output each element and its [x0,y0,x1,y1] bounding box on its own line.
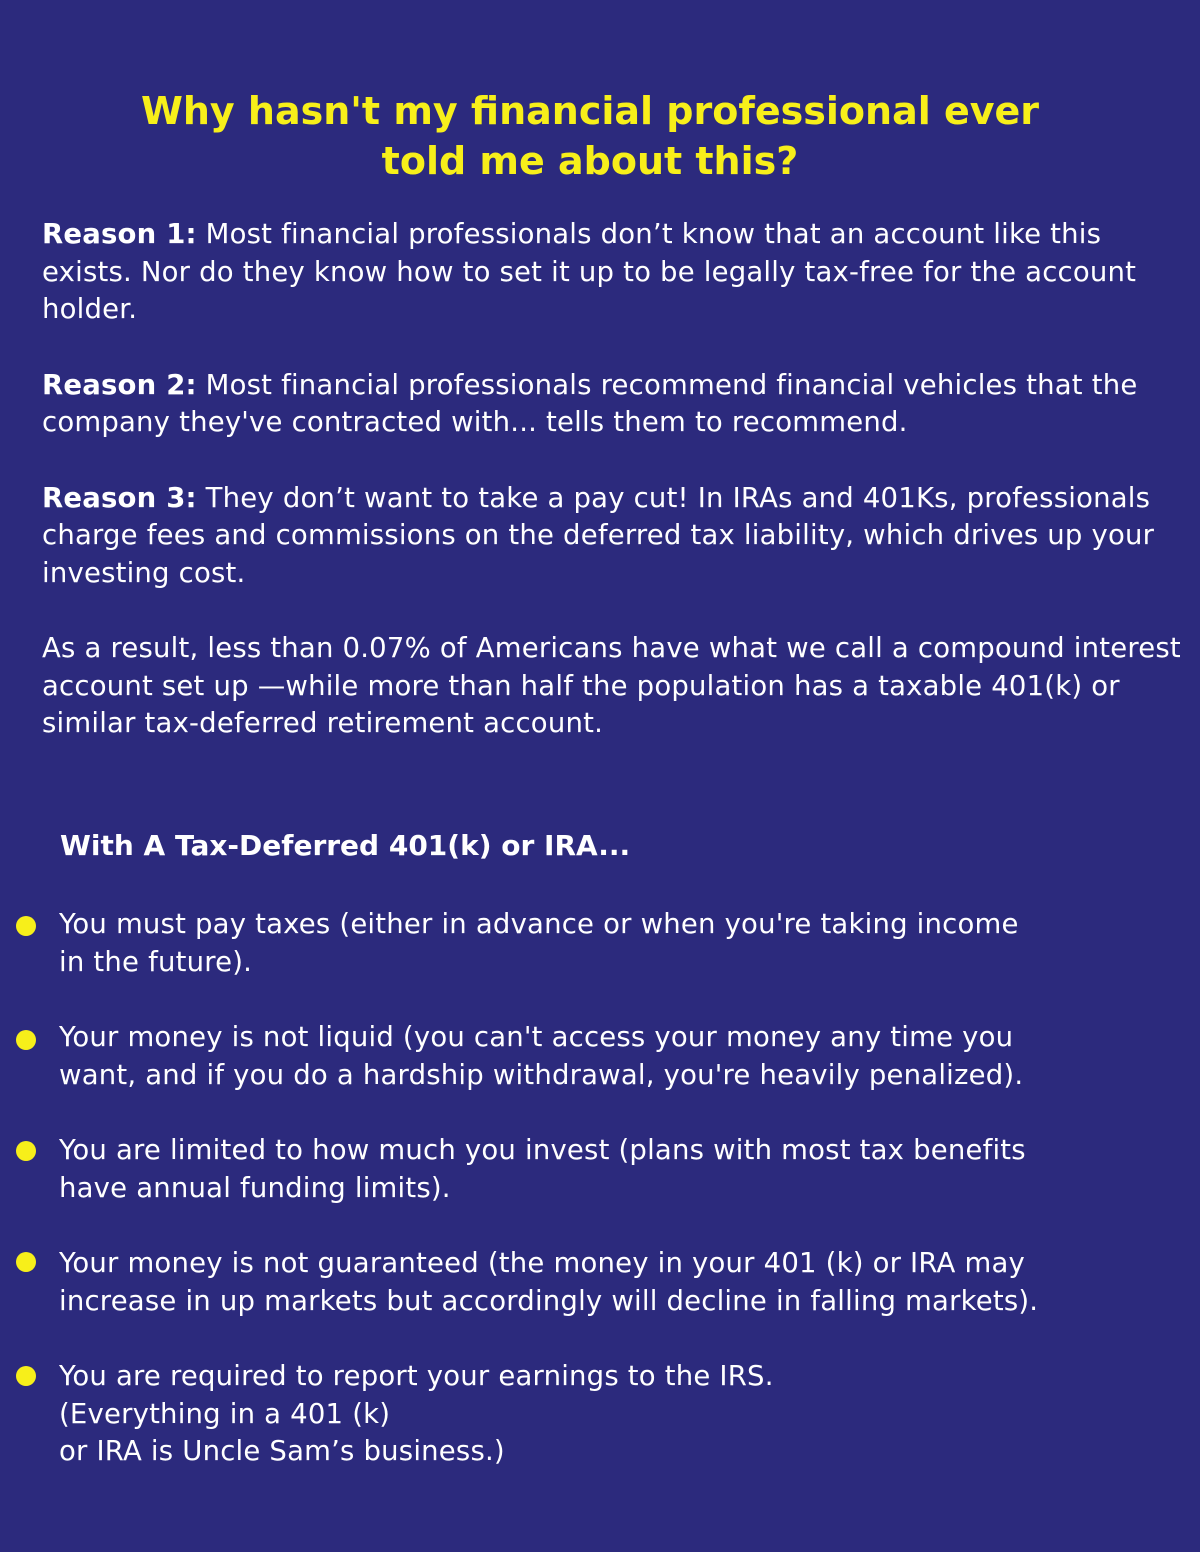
bullet-dot-icon [16,1141,36,1161]
bullet-dot-icon [16,1030,36,1050]
reason-1-label: Reason 1: [42,218,197,250]
reason-3-text: They don’t want to take a pay cut! In IRAs and 401Ks, professionals charge fees and commissions on the deferred tax liability, which drives up your investing cost. [42,481,1155,589]
list-item-line: Your money is not liquid (you can't access your money any time you [59,1021,1014,1053]
bullet-dot-icon [16,916,36,936]
list-item-line: want, and if you do a hardship withdrawal, you're heavily penalized). [59,1058,1024,1091]
list-item-line: in the future). [59,945,253,978]
list-item-line: You are required to report your earnings to the IRS. [59,1360,774,1392]
list-item-text [59,1358,1184,1471]
reason-2-label: Reason 2: [42,368,197,401]
list-item-text [59,1245,1184,1320]
list-item-line: You must pay taxes (either in advance or when you're taking income [59,908,1019,940]
reason-3-label: Reason 3: [42,481,197,514]
page-title-line-2: told me about this? [381,139,799,183]
bullet-dot-icon [16,1366,36,1386]
reason-3-paragraph [42,480,1182,593]
list-item-line: have annual funding limits). [59,1171,451,1204]
reason-2-paragraph [42,367,1182,442]
list-item-line: You are limited to how much you invest (plans with most tax benefits [59,1134,1026,1166]
reason-2-text: Most financial professionals recommend financial vehicles that the company they've contracted with... tells them to recommend. [42,368,1138,438]
list-item-text [59,906,1184,981]
section-heading: With A Tax-Deferred 401(k) or IRA... [60,829,631,862]
list-item-text [59,1019,1184,1094]
list-item-line: increase in up markets but accordingly will decline in falling markets). [59,1284,1039,1317]
list-item-text [59,1132,1184,1207]
list-item-line: (Everything in a 401 (k) [59,1397,391,1430]
reasons-section [42,216,1182,781]
reason-1-text: Most financial professionals don’t know that an account like this exists. Nor do they know how to set it up to be legally tax-free for the account holder. [42,218,1137,325]
reason-1-paragraph [42,216,1182,329]
bullet-dot-icon [16,1252,36,1272]
result-paragraph: As a result, less than 0.07% of Americans have what we call a compound interest account set up —while more than half the population has a taxable 401(k) or similar tax-deferred retirement account. [42,632,1181,739]
page-title [80,86,1100,186]
list-item-line: Your money is not guaranteed (the money in your 401 (k) or IRA may [59,1247,1026,1279]
list-item-line: or IRA is Uncle Sam’s business.) [59,1435,505,1467]
page-title-line-1: Why hasn't my financial professional ever [140,89,1040,133]
